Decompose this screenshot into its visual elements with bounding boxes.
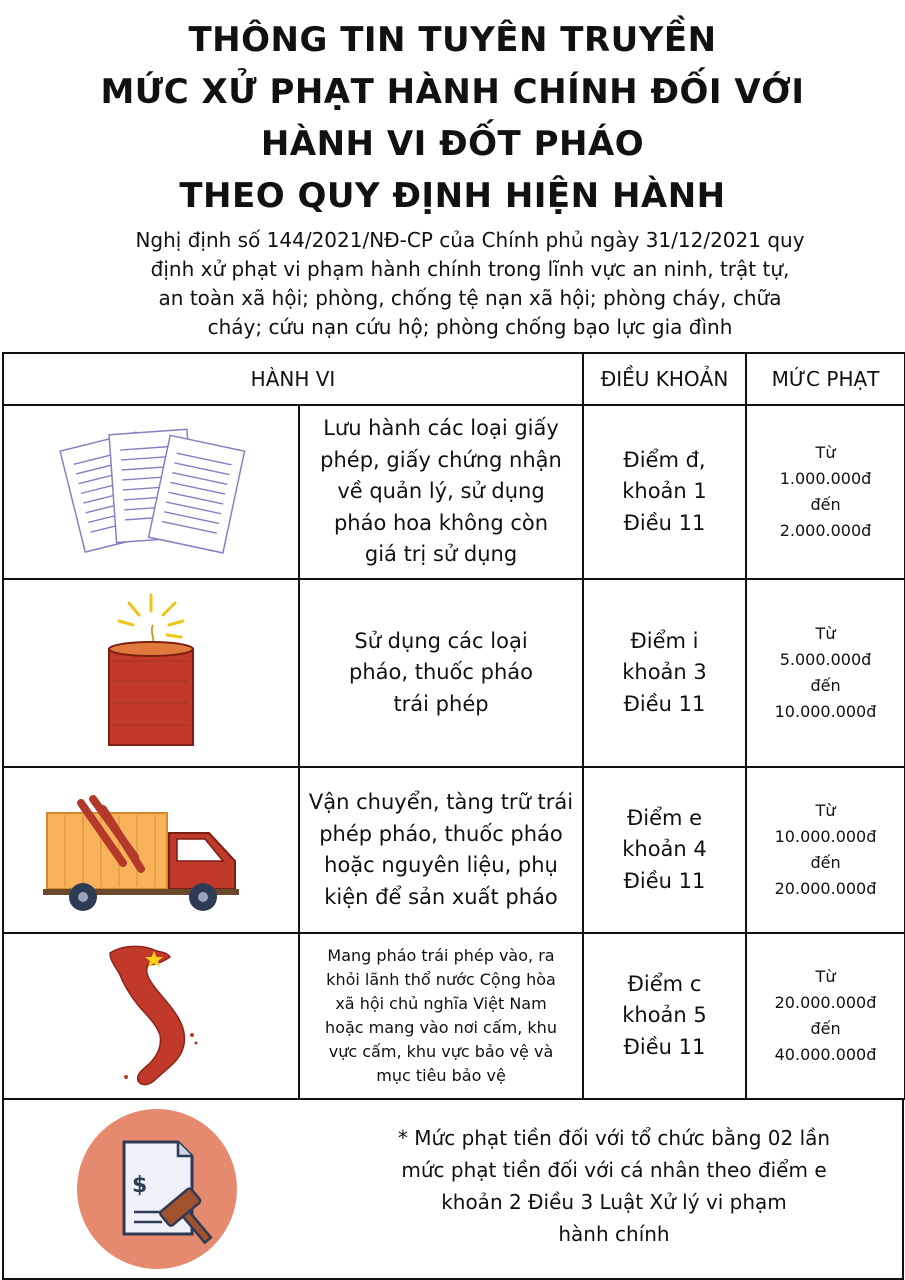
behavior-line: phép pháo, thuốc pháo	[319, 821, 563, 846]
clause-line: khoản 5	[622, 1003, 707, 1028]
behavior-line: pháo, thuốc pháo	[349, 660, 533, 685]
clause-line: Điểm đ,	[623, 447, 706, 472]
clause-cell	[583, 405, 746, 579]
fine-line: Từ	[815, 967, 836, 986]
behavior-line: trái phép	[393, 691, 489, 716]
table-row	[3, 767, 905, 933]
note-line: * Mức phạt tiền đối với tổ chức bằng 02 lần	[397, 1126, 831, 1150]
clause-line: khoản 4	[622, 837, 707, 862]
clause-line: Điều 11	[623, 510, 706, 535]
behavior-line: giá trị sử dụng	[364, 542, 518, 567]
behavior-line: Vận chuyển, tàng trữ trái	[308, 790, 574, 814]
table-row	[3, 405, 905, 579]
fine-cell	[746, 767, 905, 933]
behavior-line: hoặc mang vào nơi cấm, khu	[325, 1018, 557, 1037]
behavior-line: hoặc nguyên liệu, phụ	[324, 853, 558, 877]
fine-line: 20.000.000đ	[774, 993, 877, 1012]
row-icon-cell	[3, 405, 299, 579]
behavior-line: mục tiêu bảo vệ	[376, 1066, 506, 1085]
dollar-symbol: $	[132, 1173, 148, 1198]
gavel-fine-icon	[74, 1106, 240, 1272]
fine-line: Từ	[815, 624, 836, 643]
behavior-line: khỏi lãnh thổ nước Cộng hòa	[326, 970, 556, 989]
organization-fine-note	[334, 1122, 894, 1250]
footer-note-box	[2, 1098, 904, 1280]
penalty-table	[2, 352, 905, 1100]
fine-cell	[746, 933, 905, 1099]
fine-line: 5.000.000đ	[779, 650, 872, 669]
behavior-cell	[299, 933, 583, 1099]
fine-line: đến	[810, 1019, 841, 1038]
fine-line: 2.000.000đ	[779, 521, 872, 540]
note-line: mức phạt tiền đối với cá nhân theo điểm e	[401, 1158, 827, 1182]
row-icon-cell	[3, 767, 299, 933]
vietnam-map-icon	[96, 939, 206, 1089]
subtitle-line: định xử phạt vi phạm hành chính trong lĩnh vực an ninh, trật tự,	[150, 257, 790, 281]
title-line: THÔNG TIN TUYÊN TRUYỀN	[188, 20, 717, 60]
note-line: khoản 2 Điều 3 Luật Xử lý vi phạm	[441, 1190, 787, 1214]
behavior-line: Lưu hành các loại giấy	[323, 416, 559, 441]
clause-line: Điều 11	[623, 691, 706, 716]
clause-line: Điều 11	[623, 868, 706, 893]
fine-line: Từ	[815, 801, 836, 820]
table-row	[3, 579, 905, 767]
fine-line: đến	[810, 676, 841, 695]
subtitle-line: cháy; cứu nạn cứu hộ; phòng chống bạo lực gia đình	[207, 315, 733, 339]
behavior-line: về quản lý, sử dụng	[337, 479, 545, 504]
subtitle-line: an toàn xã hội; phòng, chống tệ nạn xã hội; phòng cháy, chữa	[158, 286, 782, 310]
row-icon-cell	[3, 933, 299, 1099]
behavior-line: phép, giấy chứng nhận	[320, 447, 562, 472]
title-line: THEO QUY ĐỊNH HIỆN HÀNH	[179, 176, 726, 216]
fine-line: 10.000.000đ	[774, 827, 877, 846]
clause-line: Điểm e	[626, 805, 703, 830]
clause-line: Điểm c	[627, 971, 702, 996]
fine-line: Từ	[815, 443, 836, 462]
behavior-line: Mang pháo trái phép vào, ra	[327, 946, 555, 965]
behavior-line: vực cấm, khu vực bảo vệ và	[328, 1042, 554, 1061]
note-line: hành chính	[558, 1222, 670, 1246]
behavior-line: pháo hoa không còn	[333, 510, 549, 535]
behavior-cell	[299, 767, 583, 933]
clause-line: Điều 11	[623, 1034, 706, 1059]
firecracker-icon	[91, 591, 211, 751]
clause-cell	[583, 579, 746, 767]
clause-cell	[583, 933, 746, 1099]
documents-icon	[51, 420, 251, 560]
fine-line: đến	[810, 495, 841, 514]
subtitle-line: Nghị định số 144/2021/NĐ-CP của Chính phủ ngày 31/12/2021 quy	[135, 228, 805, 252]
clause-cell	[583, 767, 746, 933]
table-header-row	[3, 353, 905, 405]
fine-line: đến	[810, 853, 841, 872]
header-behavior: HÀNH VI	[3, 353, 583, 405]
truck-icon	[41, 783, 261, 913]
header-clause: ĐIỀU KHOẢN	[583, 353, 746, 405]
title-line: MỨC XỬ PHẠT HÀNH CHÍNH ĐỐI VỚI	[100, 72, 805, 112]
fine-line: 40.000.000đ	[774, 1045, 877, 1064]
behavior-line: Sử dụng các loại	[354, 628, 528, 653]
clause-line: Điểm i	[630, 628, 699, 653]
behavior-line: xã hội chủ nghĩa Việt Nam	[335, 994, 547, 1013]
behavior-line: kiện để sản xuất pháo	[324, 884, 558, 909]
behavior-cell	[299, 405, 583, 579]
clause-line: khoản 3	[622, 660, 707, 685]
decree-subtitle	[120, 226, 820, 342]
row-icon-cell	[3, 579, 299, 767]
fine-line: 10.000.000đ	[774, 702, 877, 721]
title-line: HÀNH VI ĐỐT PHÁO	[260, 124, 645, 164]
fine-cell	[746, 405, 905, 579]
behavior-cell	[299, 579, 583, 767]
fine-cell	[746, 579, 905, 767]
clause-line: khoản 1	[622, 479, 707, 504]
table-row	[3, 933, 905, 1099]
fine-line: 20.000.000đ	[774, 879, 877, 898]
fine-line: 1.000.000đ	[779, 469, 872, 488]
page-title	[0, 14, 905, 222]
header-fine: MỨC PHẠT	[746, 353, 905, 405]
